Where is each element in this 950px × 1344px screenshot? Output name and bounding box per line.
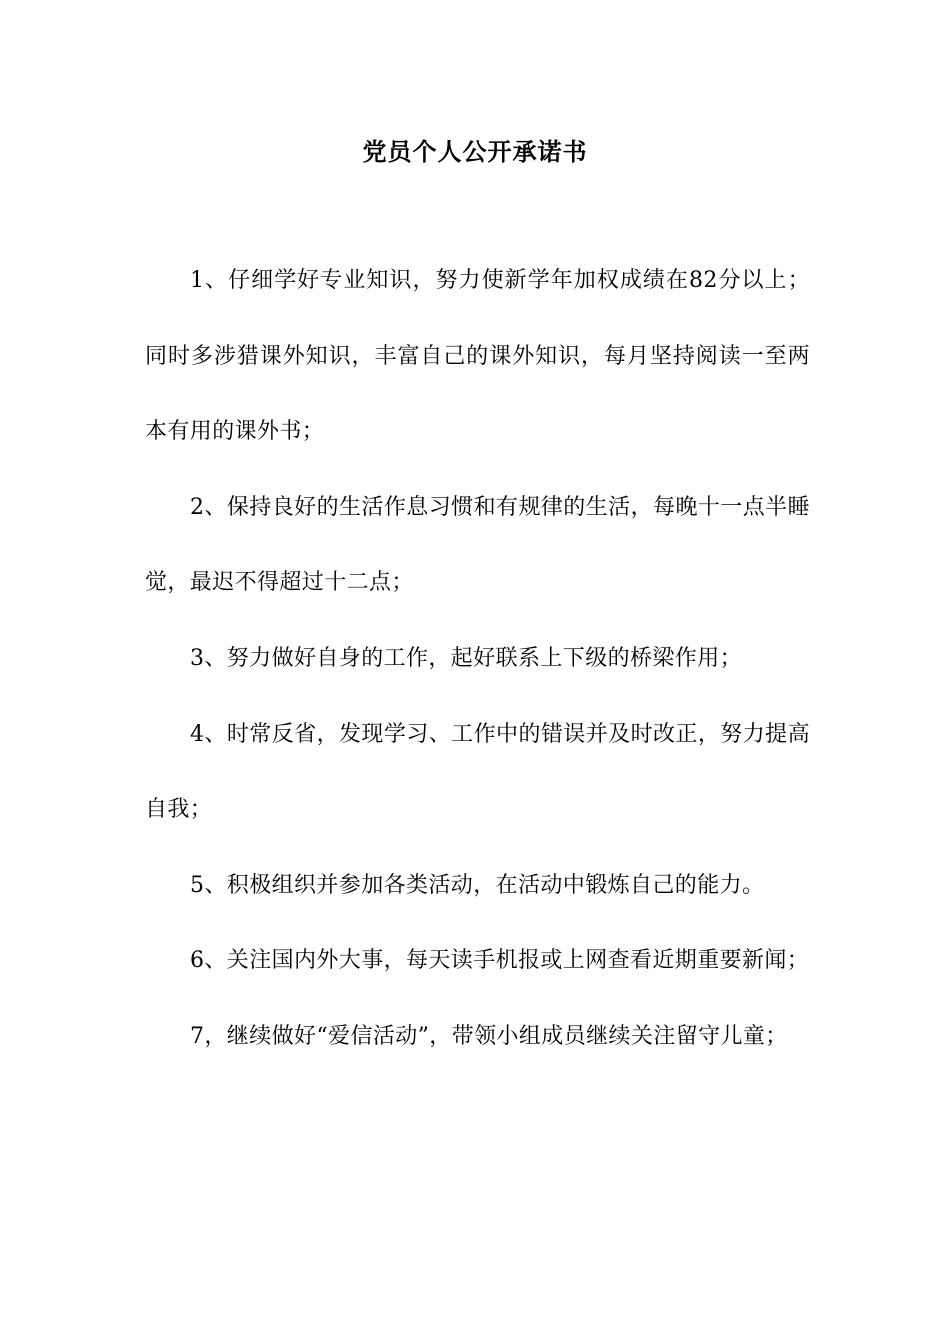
commitment-paragraph-6: 6、关注国内外大事，每天读手机报或上网查看近期重要新闻； (190, 948, 810, 974)
commitment-paragraph-1: 1、仔细学好专业知识，努力使新学年加权成绩在82分以上；同时多涉猎课外知识，丰富自己的课外知识，每月坚持阅读一至两本有用的课外书； (145, 268, 810, 445)
document-title: 党员个人公开承诺书 (362, 137, 588, 166)
commitment-paragraph-5: 5、积极组织并参加各类活动，在活动中锻炼自己的能力。 (190, 872, 765, 898)
commitment-paragraph-7: 7，继续做好“爱信活动”，带领小组成员继续关注留守儿童； (190, 1023, 788, 1049)
commitment-paragraph-3: 3、努力做好自身的工作，起好联系上下级的桥梁作用； (190, 645, 742, 671)
document-body (145, 243, 810, 1075)
commitment-paragraph-4: 4、时常反省，发现学习、工作中的错误并及时改正，努力提高自我； (145, 721, 810, 823)
commitment-paragraph-2: 2、保持良好的生活作息习惯和有规律的生活，每晚十一点半睡觉，最迟不得超过十二点； (145, 494, 810, 596)
